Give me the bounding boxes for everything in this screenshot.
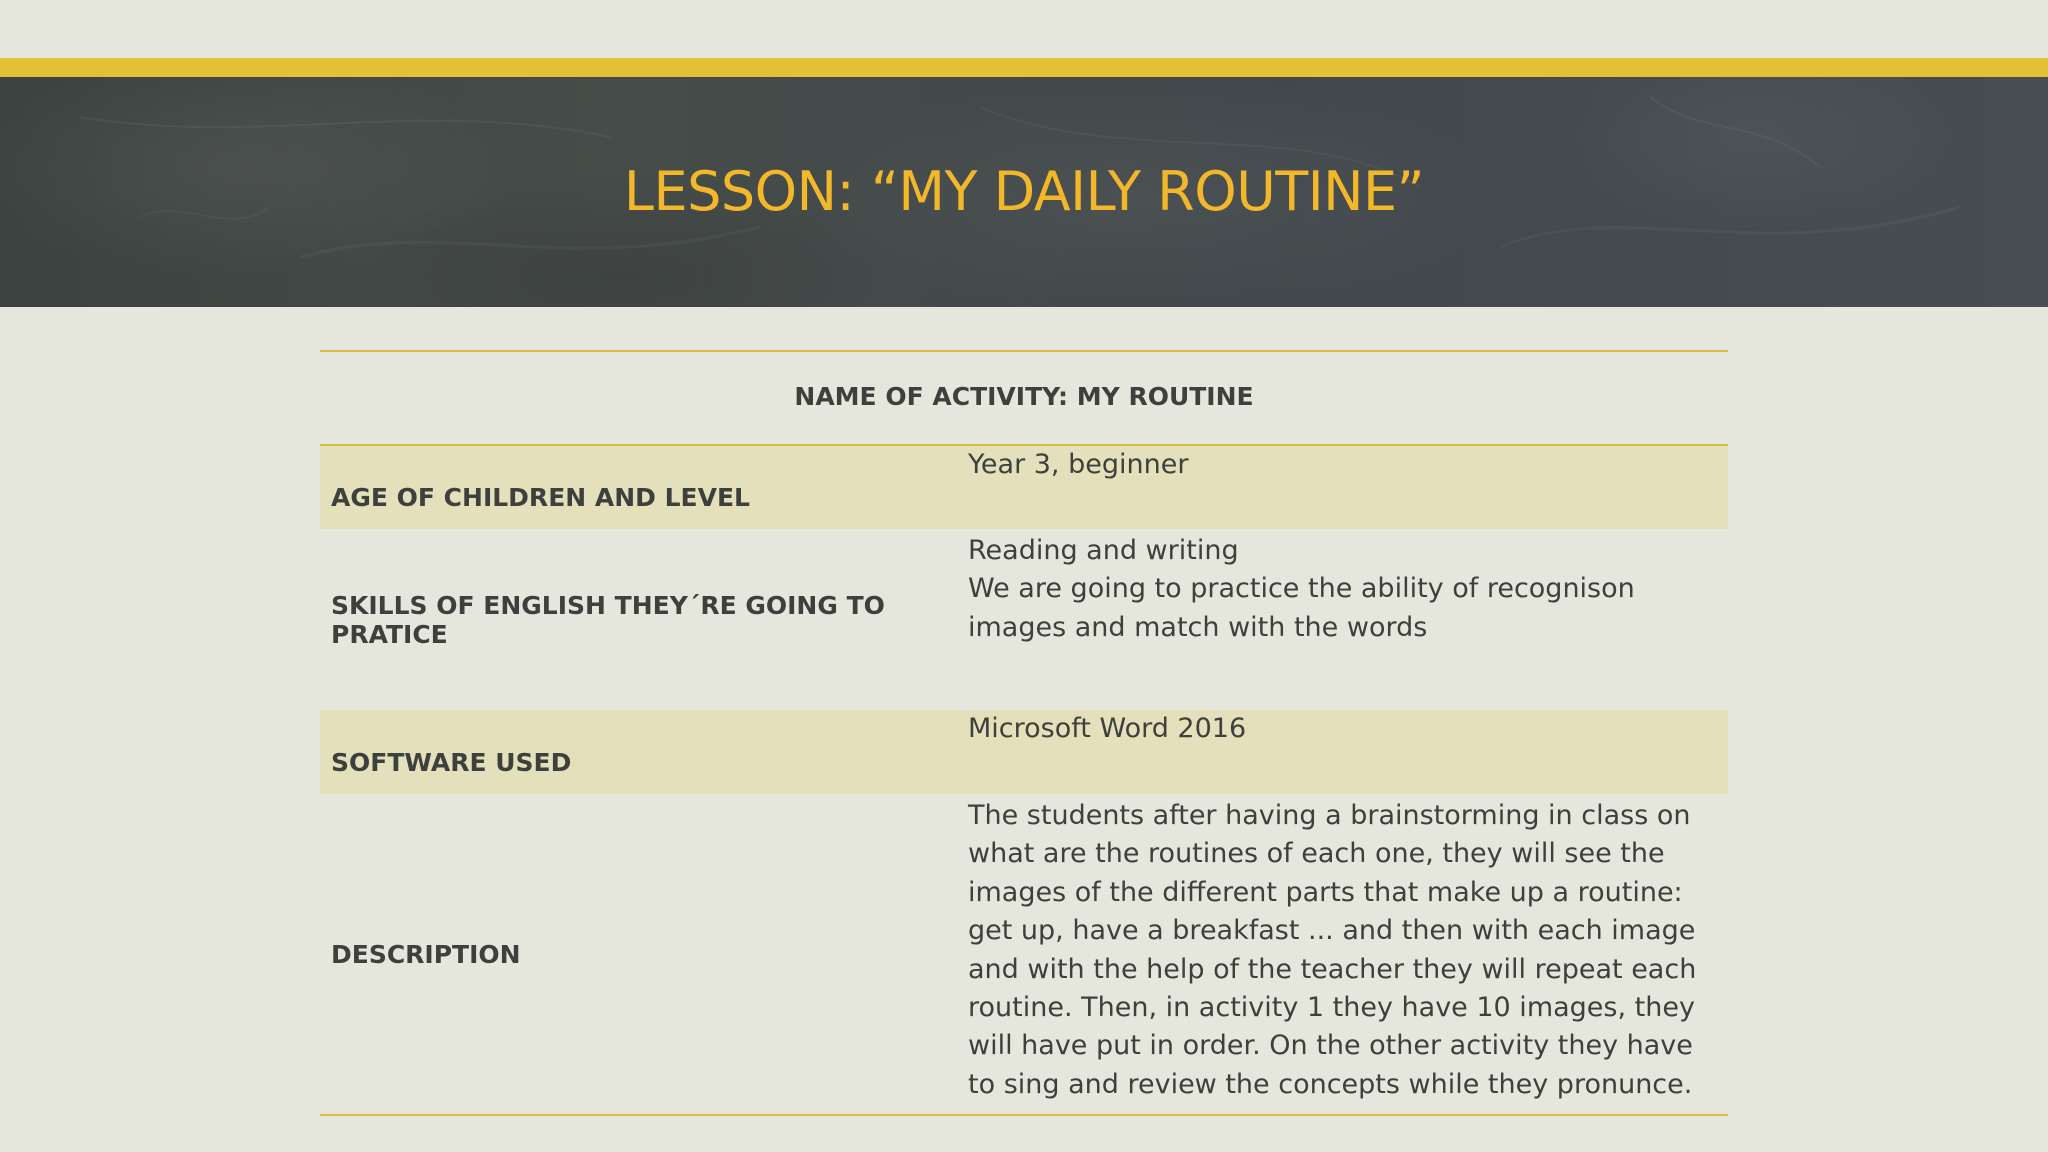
table-row-skills <box>320 529 1728 710</box>
table-header-row <box>320 352 1728 445</box>
row-label-age: AGE OF CHILDREN AND LEVEL <box>320 445 960 529</box>
table-header: NAME OF ACTIVITY: MY ROUTINE <box>320 352 1728 445</box>
row-value-line: The students after having a brainstorming in class on what are the routines of each one, they will see the images of the different parts that make up a routine: get up, have a breakfast ... and then with each image and with the help of the teacher they will repeat each routine. Then, in activity 1 they have 10 images, they will have put in order. On the other activity they have to sing and review the concepts while they pronunce. <box>968 800 1697 1100</box>
table-row-age <box>320 445 1728 529</box>
table-row-description <box>320 794 1728 1114</box>
slide-title: LESSON: “MY DAILY ROUTINE” <box>623 160 1425 223</box>
row-label-description: DESCRIPTION <box>331 939 521 969</box>
row-value-description <box>960 794 1728 1114</box>
row-label-software: SOFTWARE USED <box>320 710 960 794</box>
accent-bar <box>0 58 2048 77</box>
row-value-skills <box>960 529 1728 710</box>
row-value-line: Year 3, beginner <box>968 449 1189 480</box>
title-banner <box>0 77 2048 307</box>
row-value-line: Reading and writing <box>968 535 1239 566</box>
row-value-software <box>960 710 1728 794</box>
row-value-line: We are going to practice the ability of recognison images and match with the words <box>968 573 1635 643</box>
activity-table-grid <box>320 352 1728 1114</box>
table-row-software <box>320 710 1728 794</box>
activity-table <box>320 350 1728 1116</box>
row-value-line: Microsoft Word 2016 <box>968 713 1247 744</box>
row-label-skills: SKILLS OF ENGLISH THEY´RE GOING TO PRATICE <box>331 590 885 649</box>
row-value-age <box>960 445 1728 529</box>
